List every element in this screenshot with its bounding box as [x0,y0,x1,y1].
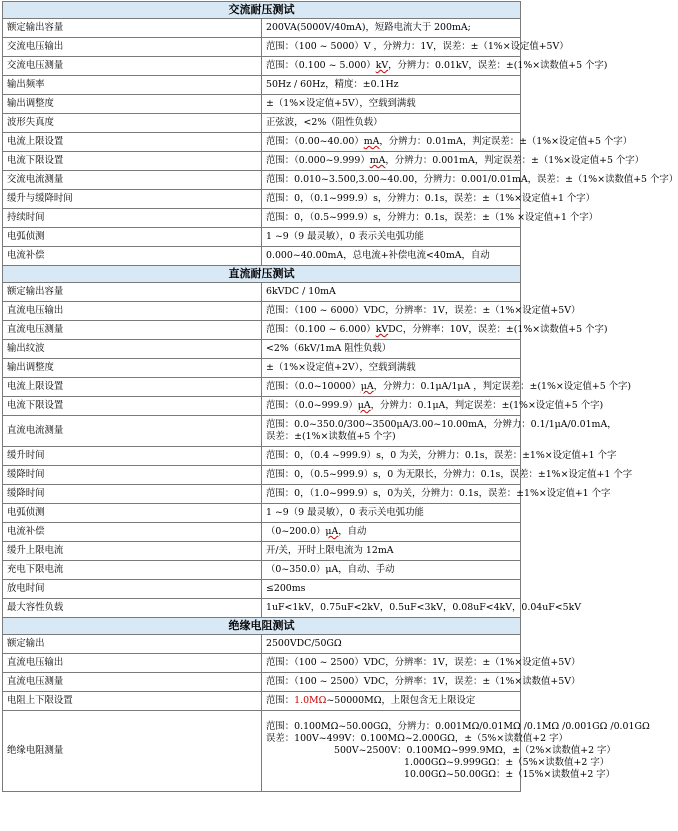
spec-row [3,152,521,171]
spec-label: 电弧侦测 [3,228,262,247]
section-header [3,618,521,635]
value-line: 误差：±(1%×读数值+5 个字) [266,431,396,442]
spec-label: 持续时间 [3,209,262,228]
spec-label: 交流电流测量 [3,171,262,190]
spec-value: 范围：0.010~3.500,3.00~40.00，分辨力：0.001/0.01mA，误差：±（1%×读数值+5 个字） [262,171,521,190]
spec-value: 200VA(5000V/40mA)，短路电流大于 200mA; [262,19,521,38]
spec-sheet [2,1,678,792]
spec-value: 范围：0，（0.1~999.9）s，分辨力：0.1s，误差：±（1%×设定值+1 个字） [262,190,521,209]
spec-row [3,321,521,340]
spec-label: 电流补偿 [3,247,262,266]
spec-value: 范围：0，（0.5~999.9）s，0 为无限长，分辨力：0.1s，误差：±1%×设定值+1 个字 [262,466,521,485]
spec-value: 6kVDC / 10mA [262,283,521,302]
spec-label: 直流电流测量 [3,416,262,447]
spec-row [3,416,521,447]
spec-value: 2500VDC/50GΩ [262,635,521,654]
spec-label: 放电时间 [3,580,262,599]
spec-value [262,397,604,416]
value-unit: mA [363,136,380,147]
spec-row [3,228,521,247]
spec-value: 1 ~9（9 最灵敏），0 表示关电弧功能 [262,228,521,247]
value-suffix: ，分辨力：0.1μA/1μA ，判定误差：±(1%×设定值+5 个字) [373,381,632,392]
spec-value: ±（1%×设定值+2V），空载到满载 [262,359,521,378]
spec-label: 电弧侦测 [3,504,262,523]
spec-label: 波形失真度 [3,114,262,133]
section-title: 交流耐压测试 [3,2,521,19]
spec-value [262,711,650,792]
spec-label: 绝缘电阻测量 [3,711,262,792]
spec-row [3,340,521,359]
spec-row [3,485,521,504]
spec-row [3,378,521,397]
value-suffix: ，自动 [338,526,367,537]
value-prefix: 范围：（0.100 ~ 5.000） [266,60,376,71]
value-unit: μA [360,381,374,392]
spec-value: 1 ~9（9 最灵敏），0 表示关电弧功能 [262,504,521,523]
value-suffix: ，分辨力：0.01mA，判定误差：±（1%×设定值+5 个字） [379,136,633,147]
spec-value: 0.000~40.00mA，总电流+补偿电流<40mA，自动 [262,247,521,266]
spec-row [3,57,521,76]
spec-value: ≤200ms [262,580,521,599]
spec-row [3,359,521,378]
spec-row [3,38,521,57]
spec-label: 缓升时间 [3,447,262,466]
spec-value: 范围：0，（0.4 ~999.9）s，0 为关，分辨力：0.1s，误差：±1%×设定值+1 个字 [262,447,521,466]
spec-row [3,302,521,321]
spec-value [262,57,608,76]
section-header [3,2,521,19]
value-unit: μA [357,400,371,411]
spec-value: 范围：（100 ~ 2500）VDC，分辨率：1V，误差：±（1%×设定值+5V） [262,654,521,673]
spec-row [3,654,521,673]
spec-label: 额定输出容量 [3,19,262,38]
value-prefix: 范围：（0.000~9.999） [266,155,370,166]
spec-label: 电流下限设置 [3,152,262,171]
spec-label: 缓降时间 [3,466,262,485]
spec-value: 范围：0，（0.5~999.9）s，分辨力：0.1s，误差：±（1% ×设定值+1 个字） [262,209,521,228]
spec-label: 输出纹波 [3,340,262,359]
spec-label: 电流补偿 [3,523,262,542]
spec-value [262,152,645,171]
spec-value: 50Hz / 60Hz，精度：±0.1Hz [262,76,521,95]
spec-value [262,133,633,152]
value-suffix: ，分辨力：0.001mA，判定误差：±（1%×设定值+5 个字） [385,155,645,166]
spec-row [3,171,521,190]
spec-row [3,692,521,711]
value-suffix: ，分辨力：0.1μA，判定误差：±(1%×设定值+5 个字) [370,400,604,411]
spec-row [3,133,521,152]
spec-label: 额定输出容量 [3,283,262,302]
spec-label: 缓降时间 [3,485,262,504]
spec-row [3,466,521,485]
section-title: 绝缘电阻测试 [3,618,521,635]
spec-label: 输出频率 [3,76,262,95]
section-header [3,266,521,283]
spec-label: 交流电压测量 [3,57,262,76]
value-unit: mA [369,155,386,166]
spec-label: 充电下限电流 [3,561,262,580]
value-suffix: ~50000MΩ，上限包含无上限设定 [326,695,476,706]
value-suffix: ，分辨力：0.01kV，误差：±(1%×读数值+5 个字) [388,60,608,71]
spec-value: <2%（6kV/1mA 阻性负载） [262,340,521,359]
section-title: 直流耐压测试 [3,266,521,283]
spec-label: 电流下限设置 [3,397,262,416]
spec-row [3,599,521,618]
spec-label: 最大容性负载 [3,599,262,618]
spec-label: 缓升上限电流 [3,542,262,561]
spec-row [3,19,521,38]
value-line: 范围：0.100MΩ~50.00GΩ，分辨力：0.001MΩ/0.01MΩ /0.1MΩ /0.001GΩ /0.01GΩ [266,721,650,732]
value-suffix: DC，分辨率：10V，误差：±(1%×读数值+5 个字) [388,324,608,335]
spec-row [3,447,521,466]
value-prefix: 范围： [266,695,295,706]
spec-row [3,95,521,114]
spec-label: 输出调整度 [3,359,262,378]
spec-row [3,711,521,792]
spec-value: 范围：（100 ~ 2500）VDC，分辨率：1V，误差：±（1%×读数值+5V） [262,673,521,692]
spec-label: 电阻上下限设置 [3,692,262,711]
value-line: 误差：100V~499V：0.100MΩ~2.000GΩ，±（5%×读数值+2 字） [266,733,568,744]
value-line: 范围：0.0~350.0/300~3500μA/3.00~10.00mA，分辨力：0.1/1μA/0.01mA， [266,419,617,430]
value-prefix: 范围：（0.0~10000） [266,381,361,392]
spec-row [3,561,521,580]
value-prefix: 范围：（0.100 ~ 6.000） [266,324,376,335]
spec-label: 直流电压输出 [3,654,262,673]
spec-row [3,504,521,523]
spec-row [3,542,521,561]
value-line: 10.00GΩ~50.00GΩ：±（15%×读数值+2 字） [404,769,616,780]
spec-label: 直流电压测量 [3,321,262,340]
value-highlight: 1.0MΩ [294,695,327,706]
spec-value: 范围：（100 ~ 6000）VDC，分辨率：1V，误差：±（1%×设定值+5V） [262,302,521,321]
value-unit: kV [375,324,389,335]
spec-value [262,378,632,397]
value-prefix: （0~200.0） [266,526,326,537]
spec-row [3,247,521,266]
spec-value: 正弦波，<2%（阻性负载） [262,114,521,133]
spec-value [262,321,608,340]
spec-row [3,635,521,654]
spec-value: ±（1%×设定值+5V），空载到满载 [262,95,521,114]
spec-label: 缓升与缓降时间 [3,190,262,209]
spec-row [3,283,521,302]
spec-label: 直流电压输出 [3,302,262,321]
value-line: 500V~2500V：0.100MΩ~999.9MΩ，±（2%×读数值+2 字） [334,745,616,756]
spec-value: 开/关，开时上限电流为 12mA [262,542,521,561]
spec-label: 交流电压输出 [3,38,262,57]
spec-row [3,580,521,599]
value-unit: kV [375,60,389,71]
value-prefix: 范围：（0.00~40.00） [266,136,364,147]
spec-label: 电流上限设置 [3,378,262,397]
spec-value: （0~350.0）μA，自动、手动 [262,561,521,580]
spec-value [262,692,521,711]
spec-table [2,1,678,792]
spec-row [3,114,521,133]
value-unit: μA [325,526,339,537]
value-line: 1.000GΩ~9.999GΩ：±（5%×读数值+2 字） [404,757,610,768]
spec-label: 电流上限设置 [3,133,262,152]
spec-label: 额定输出 [3,635,262,654]
spec-row [3,397,521,416]
spec-value [262,416,617,447]
spec-row [3,673,521,692]
spec-value: 范围：0，（1.0~999.9）s，0为关，分辨力：0.1s，误差：±1%×设定值+1 个字 [262,485,521,504]
value-prefix: 范围：（0.0~999.9） [266,400,358,411]
spec-row [3,209,521,228]
spec-label: 输出调整度 [3,95,262,114]
spec-value: 范围：（100 ~ 5000）V ，分辨力：1V，误差：±（1%×设定值+5V） [262,38,521,57]
spec-row [3,190,521,209]
spec-row [3,76,521,95]
spec-value [262,523,521,542]
spec-row [3,523,521,542]
spec-value: 1uF<1kV，0.75uF<2kV，0.5uF<3kV，0.08uF<4kV，0.04uF<5kV [262,599,521,618]
spec-label: 直流电压测量 [3,673,262,692]
